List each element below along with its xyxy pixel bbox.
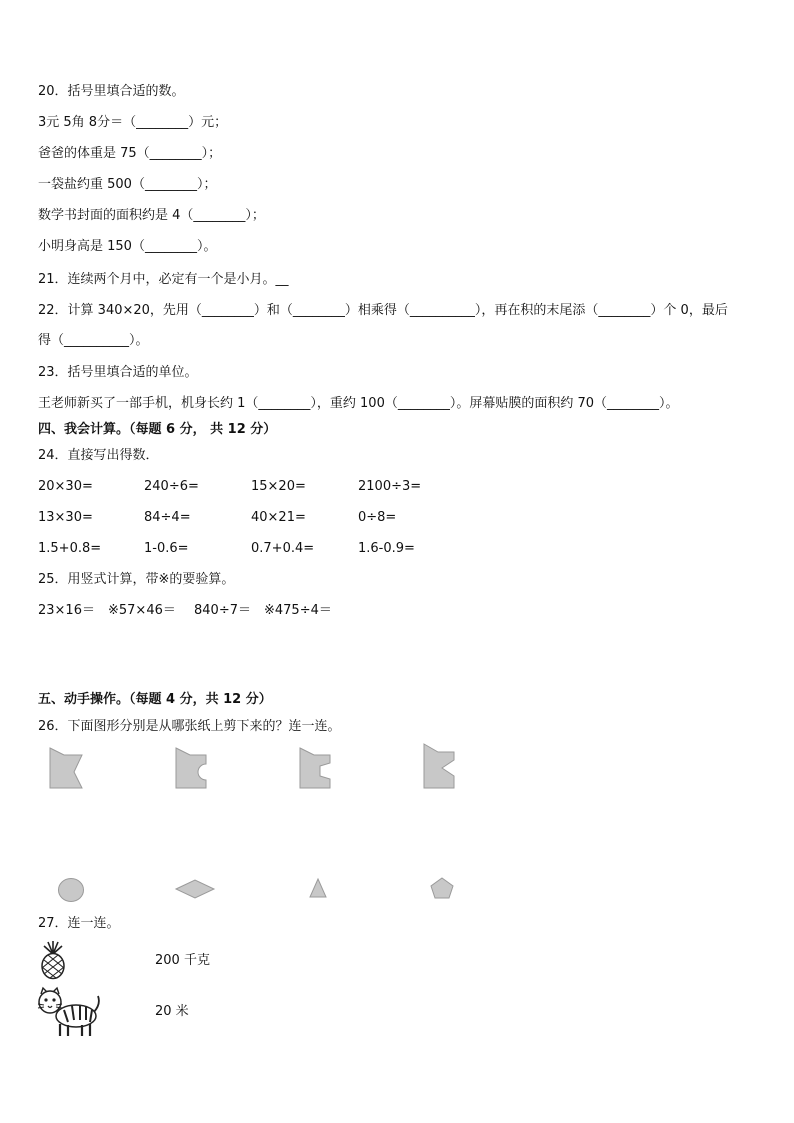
q22-line-2: 得（__________）。 xyxy=(38,333,149,348)
q21-line: 21．连续两个月中，必定有一个是小月。__ xyxy=(38,272,289,287)
circle-shape xyxy=(56,876,86,904)
q24-item: 15×20= xyxy=(251,479,306,494)
q20-title: 20．括号里填合适的数。 xyxy=(38,84,185,99)
q27-title: 27．连一连。 xyxy=(38,916,120,931)
q25-item: 23×16＝ xyxy=(38,603,95,618)
tiger-icon xyxy=(34,986,102,1038)
q25-item: ※57×46＝ xyxy=(108,603,176,618)
q22-line-1: 22．计算 340×20，先用（________）和（________）相乘得（__________），再在积的末尾添（________）个 0，最后 xyxy=(38,303,728,318)
q20-line-4: 数学书封面的面积约是 4（________）； xyxy=(38,208,265,223)
triangle-shape xyxy=(306,876,330,900)
q27-label-20m: 20 米 xyxy=(155,1004,189,1019)
q24-item: 1.5+0.8= xyxy=(38,541,102,556)
q25-item: ※475÷4＝ xyxy=(264,603,332,618)
q20-line-2: 爸爸的体重是 75（________）； xyxy=(38,146,222,161)
rhombus-shape xyxy=(174,878,216,900)
folded-paper-triangle-cut-icon xyxy=(46,746,86,790)
q24-item: 2100÷3= xyxy=(358,479,422,494)
q24-item: 1.6-0.9= xyxy=(358,541,415,556)
q20-line-3: 一袋盐约重 500（________）； xyxy=(38,177,217,192)
q24-item: 0.7+0.4= xyxy=(251,541,315,556)
q23-line: 王老师新买了一部手机，机身长约 1（________），重约 100（________）。屏幕贴膜的面积约 70（________）。 xyxy=(38,396,679,411)
q23-title: 23．括号里填合适的单位。 xyxy=(38,365,198,380)
section-4-heading: 四、我会计算。（每题 6 分， 共 12 分） xyxy=(38,422,277,437)
q24-item: 0÷8= xyxy=(358,510,397,525)
folded-paper-half-triangle-cut-icon xyxy=(420,742,460,790)
q25-title: 25．用竖式计算，带※的要验算。 xyxy=(38,572,235,587)
q24-item: 20×30= xyxy=(38,479,93,494)
q24-item: 40×21= xyxy=(251,510,306,525)
section-5-heading: 五、动手操作。（每题 4 分，共 12 分） xyxy=(38,692,272,707)
pineapple-icon xyxy=(36,940,70,980)
q24-title: 24．直接写出得数． xyxy=(38,448,159,463)
folded-paper-semicircle-cut-icon xyxy=(172,746,212,790)
q24-item: 84÷4= xyxy=(144,510,191,525)
q26-title: 26．下面图形分别是从哪张纸上剪下来的？连一连。 xyxy=(38,719,341,734)
q27-label-200kg: 200 千克 xyxy=(155,953,210,968)
q25-item: 840÷7＝ xyxy=(194,603,251,618)
q24-item: 13×30= xyxy=(38,510,93,525)
q24-item: 1-0.6= xyxy=(144,541,189,556)
folded-paper-trapezoid-cut-icon xyxy=(296,746,336,790)
q20-line-1: 3元 5角 8分＝（________）元； xyxy=(38,115,228,130)
pentagon-shape xyxy=(428,876,456,900)
q20-line-5: 小明身高是 150（________）。 xyxy=(38,239,217,254)
q24-item: 240÷6= xyxy=(144,479,199,494)
